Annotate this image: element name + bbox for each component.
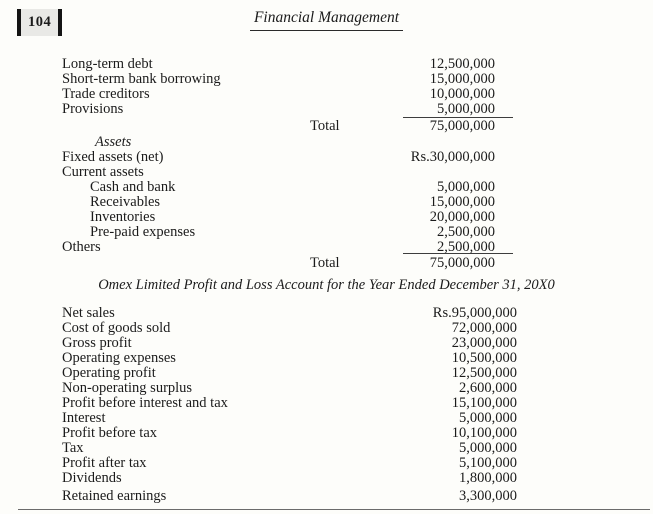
row-value: 15,000,000 [429,194,495,210]
row-value: 5,000,000 [437,101,495,117]
statement-row [0,165,653,180]
row-label: Operating profit [62,365,156,381]
total-value: 75,000,000 [429,118,495,134]
statement-row [0,57,653,72]
statement-row [0,396,653,411]
total-label: Total [310,118,340,134]
statement-row [0,210,653,225]
row-value: 10,000,000 [429,86,495,102]
liabilities-rows [0,57,653,117]
row-label: Short-term bank borrowing [62,71,221,87]
row-value: 10,500,000 [451,350,517,366]
row-value: 1,800,000 [459,470,517,486]
row-label: Profit before interest and tax [62,395,228,411]
row-label: Others [62,239,101,255]
row-value: 5,000,000 [437,179,495,195]
row-value: 2,600,000 [459,380,517,396]
statement-row [0,381,653,396]
assets-rows [0,150,653,255]
row-value: 23,000,000 [451,335,517,351]
row-label: Trade creditors [62,86,150,102]
assets-total-row [0,256,653,271]
total-label: Total [310,255,340,271]
row-label: Cost of goods sold [62,320,171,336]
row-label: Gross profit [62,335,132,351]
statement-row [0,489,653,504]
statement-row [0,195,653,210]
statement-row [0,306,653,321]
row-value: 2,500,000 [437,239,495,255]
statement-row [0,336,653,351]
row-value: 15,100,000 [451,395,517,411]
statement-title-wrap [0,277,653,294]
row-value: Rs.95,000,000 [432,305,517,321]
liabilities-total-row [0,119,653,134]
row-label: Interest [62,410,106,426]
statement-row [0,150,653,165]
row-value: 20,000,000 [429,209,495,225]
row-value: 3,300,000 [459,488,517,504]
page-number: 104 [21,9,58,36]
statement-row [0,366,653,381]
statement-row [0,225,653,240]
statement-row [0,240,653,255]
statement-row [0,72,653,87]
statement-row [0,321,653,336]
row-label: Pre-paid expenses [90,224,196,240]
row-label: Non-operating surplus [62,380,193,396]
profit-loss-title: Omex Limited Profit and Loss Account for the Year Ended December 31, 20X0 [98,277,555,293]
statement-row [0,441,653,456]
row-value: 5,000,000 [459,440,517,456]
page-bottom-rule [18,509,650,510]
row-label: Cash and bank [90,179,176,195]
row-value: 10,100,000 [451,425,517,441]
statement-row [0,351,653,366]
row-label: Long-term debt [62,56,153,72]
row-value: 12,500,000 [451,365,517,381]
statement-row [0,102,653,117]
row-label: Net sales [62,305,115,321]
row-label: Current assets [62,164,144,180]
row-label: Operating expenses [62,350,176,366]
row-value: Rs.30,000,000 [410,149,495,165]
row-value: 72,000,000 [451,320,517,336]
row-label: Inventories [90,209,156,225]
total-value: 75,000,000 [429,255,495,271]
statement-row [0,411,653,426]
statement-row [0,87,653,102]
row-label: Retained earnings [62,488,167,504]
statement-row [0,426,653,441]
statement-row [0,471,653,486]
row-label: Profit after tax [62,455,147,471]
row-label: Receivables [90,194,161,210]
row-label: Tax [62,440,84,456]
row-label: Profit before tax [62,425,158,441]
row-label: Dividends [62,470,122,486]
statement-row [0,180,653,195]
row-value: 5,100,000 [459,455,517,471]
subtotal-rule [403,253,513,254]
running-head [0,9,653,31]
row-value: 5,000,000 [459,410,517,426]
row-label: Provisions [62,101,124,117]
row-label: Fixed assets (net) [62,149,164,165]
row-value: 15,000,000 [429,71,495,87]
row-value: 2,500,000 [437,224,495,240]
row-value: 12,500,000 [429,56,495,72]
assets-section-heading: Assets [95,134,132,150]
statement-row [0,456,653,471]
chapter-title: Financial Management [250,9,403,31]
profit-loss-rows [0,306,653,504]
